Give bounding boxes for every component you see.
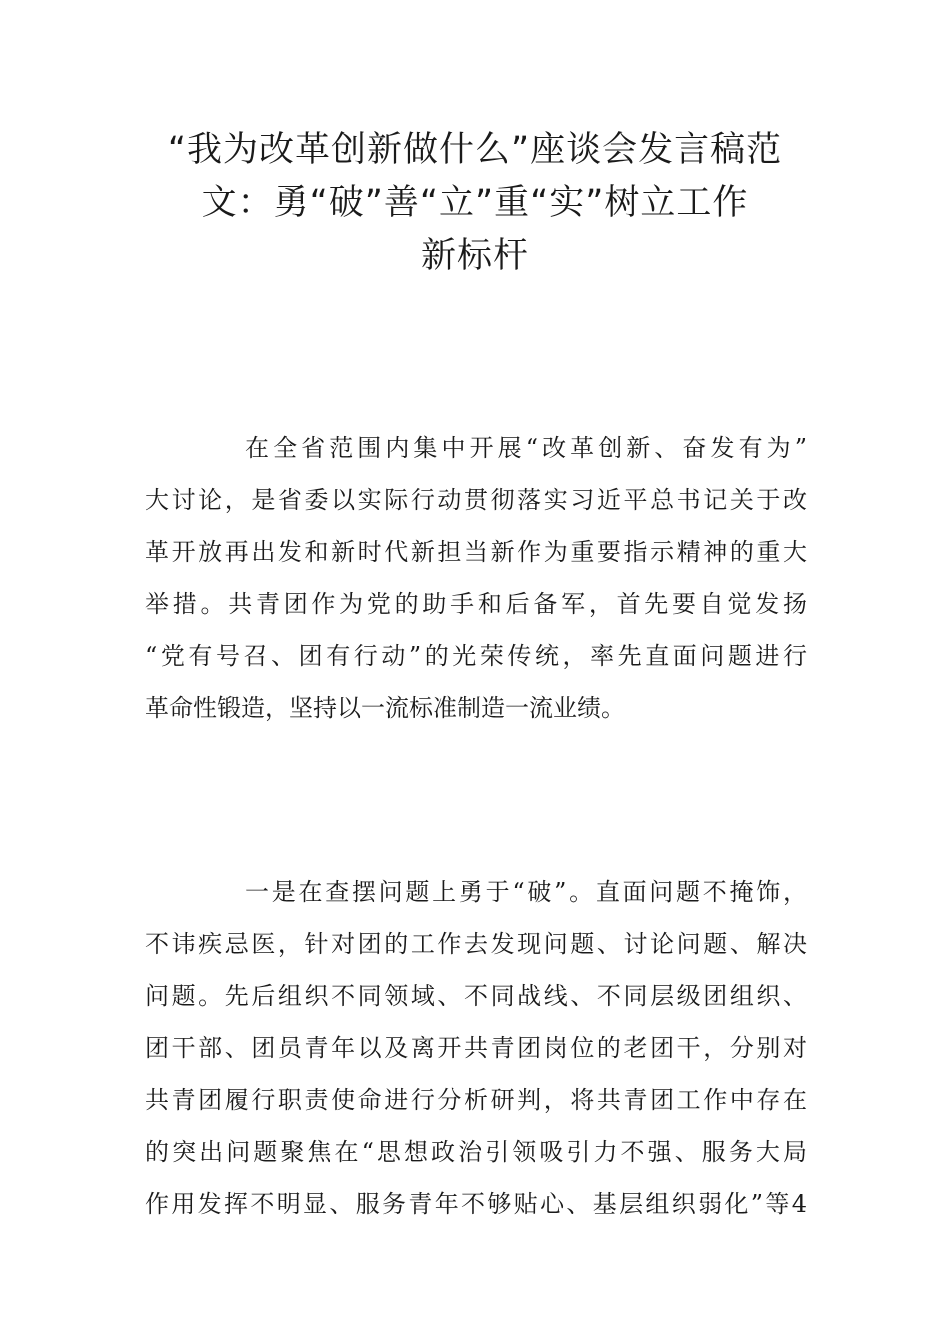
paragraph-point-one xyxy=(145,866,807,1230)
paragraph-line: 一是在查摆问题上勇于“破”。直面问题不掩饰， xyxy=(245,878,807,906)
paragraph-line: 在全省范围内集中开展“改革创新、奋发有为” xyxy=(245,434,807,462)
paragraph-line: 举措。共青团作为党的助手和后备军，首先要自觉发扬 xyxy=(145,590,807,618)
paragraph-intro xyxy=(145,422,807,734)
paragraph-line: 革开放再出发和新时代新担当新作为重要指示精神的重大 xyxy=(145,538,807,566)
document-title xyxy=(150,124,800,283)
paragraph-line: 团干部、团员青年以及离开共青团岗位的老团干，分别对 xyxy=(145,1034,807,1062)
paragraph-line: 作用发挥不明显、服务青年不够贴心、基层组织弱化”等4 xyxy=(145,1190,807,1218)
paragraph-line: 问题。先后组织不同领域、不同战线、不同层级团组织、 xyxy=(145,982,807,1010)
title-line: 文：勇“破”善“立”重“实”树立工作 xyxy=(201,183,749,223)
paragraph-line: 革命性锻造，坚持以一流标准制造一流业绩。 xyxy=(145,694,625,722)
paragraph-line: 大讨论，是省委以实际行动贯彻落实习近平总书记关于改 xyxy=(145,486,807,514)
paragraph-line: 不讳疾忌医，针对团的工作去发现问题、讨论问题、解决 xyxy=(145,930,807,958)
paragraph-line: 的突出问题聚焦在“思想政治引领吸引力不强、服务大局 xyxy=(145,1138,807,1166)
paragraph-line: 共青团履行职责使命进行分析研判，将共青团工作中存在 xyxy=(145,1086,807,1114)
title-line: “我为改革创新做什么”座谈会发言稿范 xyxy=(167,130,783,170)
title-line: 新标杆 xyxy=(420,236,529,276)
paragraph-line: “党有号召、团有行动”的光荣传统，率先直面问题进行 xyxy=(145,642,807,670)
